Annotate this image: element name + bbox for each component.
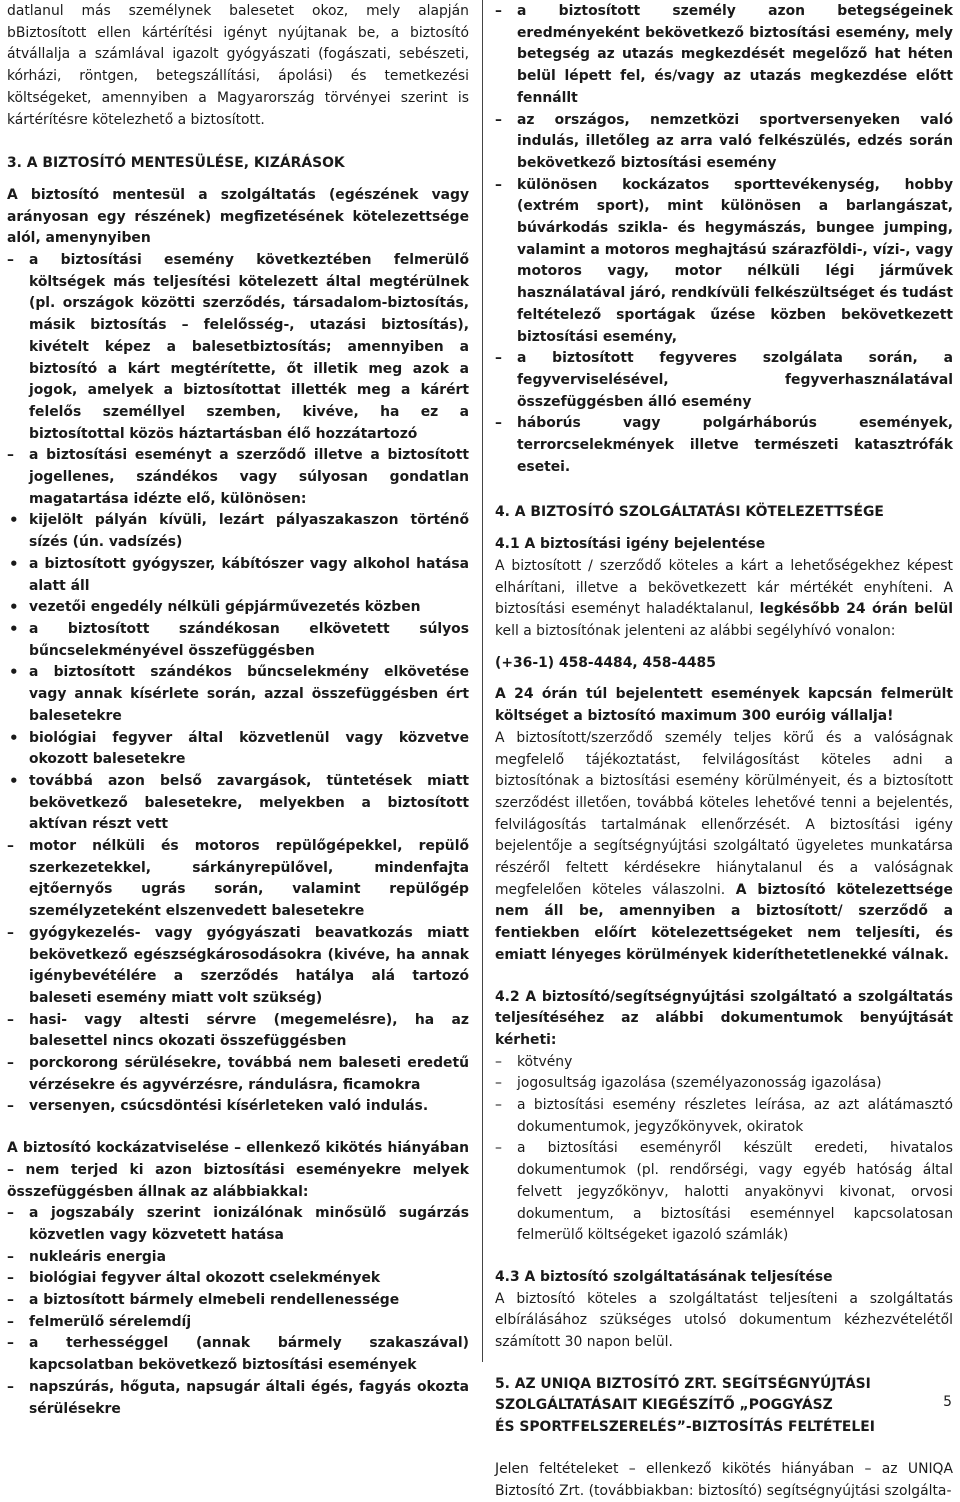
list-item: – a biztosítási esemény részletes leírása, az azt alátámasztó dokumentumok, jegyzőkönyvek, okiratok: [495, 1095, 953, 1138]
list-item: – porckorong sérülésekre, továbbá nem baleseti eredetű vérzésekre és agyvérzésre, rándulásra, ficamokra: [7, 1053, 469, 1096]
section-3-title: 3. A BIZTOSÍTÓ MENTESÜLÉSE, KIZÁRÁSOK: [7, 155, 345, 172]
risk-exclusion-list: [7, 1203, 469, 1420]
section-4-title: 4. A BIZTOSÍTÓ SZOLGÁLTATÁSI KÖTELEZETTSÉGE: [495, 504, 884, 521]
obligation-notice: A biztosító kötelezettsége nem áll be, amennyiben a biztosított/ szerződő a fentiekben előírt kötelezettségeket nem teljesíti, és emiatt lényeges körülmények kideríthetetlenekké válnak.: [495, 881, 953, 963]
list-item: – különösen kockázatos sporttevékenység, hobby (extrém sport), mint különösen a barlangászat, búvárkodás szikla- és hegymászás, bungee jumping, valamint a motoros meghajtású szárazföldi-, vízi-, vagy motoros vagy, motor nélküli légi járművek használatával járó, rendkívüli felkészültséget és tudást feltételező sportágak űzése közben bekövetkezett biztosítási esemény,: [495, 175, 953, 349]
list-item: – a biztosítási eseményt a szerződő illetve a biztosított jogellenes, szándékos vagy súlyosan gondatlan magatartása idézte elő, különösen:: [7, 445, 469, 510]
list-item: – motor nélküli és motoros repülőgépekkel, repülő szerkezetekkel, sárkányrepülővel, mindenfajta ejtőernyős ugrás során, valamint repülőgép személyzeteként elszenvedett balesetekre: [7, 836, 469, 923]
subsection-4-1-text: [495, 556, 953, 643]
documents-list: [495, 1052, 953, 1247]
section-5-text: Jelen feltételeket – ellenkező kikötés hiányában – az UNIQA Biztosító Zrt. (továbbiakban: biztosító) segítségnyújtási szolgálta-: [495, 1460, 953, 1499]
page-number: 5: [943, 1394, 952, 1410]
list-item: – kötvény: [495, 1052, 953, 1074]
list-item: – a biztosított bármely elmebeli rendellenessége: [7, 1290, 469, 1312]
list-item: – háborús vagy polgárháborús események, terrorcselekmények illetve természeti katasztrófák esetei.: [495, 413, 953, 478]
subsection-4-1-text-2: [495, 728, 953, 967]
left-column: [7, 1, 469, 1417]
list-item: – jogosultság igazolása (személyazonosság igazolása): [495, 1073, 953, 1095]
spacer: [7, 1118, 469, 1138]
list-item: – felmerülő sérelemdíj: [7, 1312, 469, 1334]
subsection-4-2-title: 4.2 A biztosító/segítségnyújtási szolgáltató a szolgáltatás teljesítéséhez az alábbi dokumentumok benyújtását kérheti:: [495, 988, 953, 1048]
exemption-bullet-list: [7, 510, 469, 836]
list-item: – versenyen, csúcsdöntési kísérleteken való indulás.: [7, 1096, 469, 1118]
subsection-4-3-title: 4.3 A biztosító szolgáltatásának teljesítése: [495, 1268, 833, 1285]
risk-coverage-lead: A biztosító kockázatviselése – ellenkező kikötés hiányában – nem terjed ki azon biztosítási eseményekre melyek összefüggésben állnak az alábbiakkal:: [7, 1140, 469, 1200]
spacer: [495, 1354, 953, 1374]
list-item: • a biztosított gyógyszer, kábítószer vagy alkohol hatása alatt áll: [7, 554, 469, 597]
subsection-4-1-title: 4.1 A biztosítási igény bejelentése: [495, 536, 766, 553]
list-item: • a biztosított szándékos bűncselekmény elkövetése vagy annak kísérlete során, azzal összefüggésben ért balesetekre: [7, 662, 469, 727]
text-run: kell a biztosítónak jelenteni az alábbi segélyhívó vonalon:: [495, 622, 896, 639]
list-item: • vezetői engedély nélküli gépjárművezetés közben: [7, 597, 469, 619]
list-item: – a biztosítási esemény következtében felmerülő költségek más teljesítési kötelezett által megtérülnek (pl. országok közötti szerződés, társadalom-biztosítás, másik biztosítás – felelősség-, utazási biztosítás), kivételt képez a balesetbiztosítás; amennyiben a biztosító a kárt megtérítette, őt illetik meg azok a jogok, amelyek a biztosítottat illették meg a kárért felelős személlyel szemben, kivéve, ha ez a biztosítottal közös háztartásban élő hozzátartozó: [7, 250, 469, 445]
text-run: A biztosított / szerződő köteles a kárt a lehetőségekhez képest elhárítani, illetve a bekövetkezett kár mértékét enyhíteni. A biztosítási eseményt haladéktalanul,: [495, 557, 953, 618]
section-3-lead: A biztosító mentesül a szolgáltatás (egészének vagy arányosan egy részének) megfizetésének kötelezettsége alól, amenynyiben: [7, 186, 469, 247]
section-5-title-line: SZOLGÁLTATÁSAIT KIEGÉSZÍTŐ „POGGYÁSZ: [495, 1397, 833, 1414]
list-item: • továbbá azon belső zavargások, tüntetések miatt bekövetkező balesetekre, melyekben a biztosított aktívan részt vett: [7, 771, 469, 836]
list-item: – a terhességgel (annak bármely szakaszával) kapcsolatban bekövetkező biztosítási események: [7, 1333, 469, 1376]
intro-paragraph: datlanul más személynek balesetet okoz, mely alapján bBiztosított ellen kártérítési igényt nyújtanak be, a biztosító átvállalja a számlával igazolt gyógyászati (fogászati, sebészeti, kórházi, röntgen, betegszállítási, ápolási) és temetkezési költségeket, amennyiben a Magyarország törvényei szerint is kártérítésre kötelezhető a biztosított.: [7, 3, 469, 128]
list-item: • biológiai fegyver által közvetlenül vagy közvetve okozott balesetekre: [7, 728, 469, 771]
section-5-title-line: ÉS SPORTFELSZERELÉS”-BIZTOSÍTÁS FELTÉTELEI: [495, 1419, 875, 1436]
column-divider: [482, 0, 483, 1362]
spacer: [495, 967, 953, 987]
subsection-4-3-text: A biztosító köteles a szolgáltatást teljesíteni a szolgáltatás elbírálásához szükséges utolsó dokumentum kézhezvételétől számított 30 napon belül.: [495, 1290, 953, 1351]
section-5-title-line: 5. AZ UNIQA BIZTOSÍTÓ ZRT. SEGÍTSÉGNYÚJTÁSI: [495, 1375, 871, 1392]
late-report-warning: A 24 órán túl bejelentett események kapcsán felmerült költséget a biztosító maximum 300 euróig vállalja!: [495, 686, 953, 725]
list-item: – a biztosított személy azon betegségeinek eredményeként bekövetkező biztosítási esemény, mely betegség az utazás megkezdését megelőző hat héten belül lépett fel, és/vagy az utazás megkezdése előtt fennállt: [495, 1, 953, 110]
list-item: – a biztosított fegyveres szolgálata során, a fegyverviselésével, fegyverhasználatával összefüggésben álló esemény: [495, 348, 953, 413]
emergency-phone: (+36-1) 458-4484, 458-4485: [495, 654, 716, 671]
deadline-text: legkésőbb 24 órán belül: [759, 601, 953, 618]
text-run: A biztosított/szerződő személy teljes körű és a valóságnak megfelelő tájékoztatást, felvilágosítást köteles adni a biztosítónak a biztosítási esemény körülményeit, és a biztosított szerződést illetően, továbbá köteles lehetővé tenni a bejelentés, felvilágosítás tartalmának ellenőrzését. A biztosítási igény bejelentője a segítségnyújtási szolgáltató ügyeletes munkatársa részéről feltett kérdésekre hiánytalanul és a valóságnak megfelelően köteles válaszolni.: [495, 729, 953, 898]
spacer: [495, 1247, 953, 1267]
list-item: • kijelölt pályán kívüli, lezárt pályaszakaszon történő sízés (ún. vadsízés): [7, 510, 469, 553]
list-item: – gyógykezelés- vagy gyógyászati beavatkozás miatt bekövetkező egészségkárosodásokra (kivéve, ha annak igénybevétélére a szerződés hatálya alá tartozó baleseti esemény miatt volt szükség): [7, 923, 469, 1010]
exemption-list: [7, 250, 469, 510]
list-item: – nukleáris energia: [7, 1247, 469, 1269]
risk-exclusion-list-continued: [495, 1, 953, 478]
list-item: – biológiai fegyver által okozott cselekmények: [7, 1268, 469, 1290]
list-item: • a biztosított szándékosan elkövetett súlyos bűncselekményével összefüggésben: [7, 619, 469, 662]
spacer: [495, 1439, 953, 1459]
list-item: – hasi- vagy altesti sérvre (megemelésre), ha az balesettel nincs okozati összefüggésben: [7, 1010, 469, 1053]
list-item: – az országos, nemzetközi sportversenyeken való indulás, illetőleg az arra való felkészülés, edzés során bekövetkező biztosítási esemény: [495, 110, 953, 175]
right-column: [495, 1, 953, 1499]
list-item: – a jogszabály szerint ionizálónak minősülő sugárzás közvetlen vagy közvetett hatása: [7, 1203, 469, 1246]
list-item: – a biztosítási eseményről készült eredeti, hivatalos dokumentumok (pl. rendőrségi, vagy egyéb hatóság által felvett jegyzőkönyv, halotti anyakönyvi kivonat, orvosi dokumentum, a biztosítási eseménnyel kapcsolatosan felmerülő költségeket igazoló számlák): [495, 1138, 953, 1247]
exclusion-list: [7, 836, 469, 1118]
list-item: – napszúrás, hőguta, napsugár általi égés, fagyás okozta sérülésekre: [7, 1377, 469, 1420]
